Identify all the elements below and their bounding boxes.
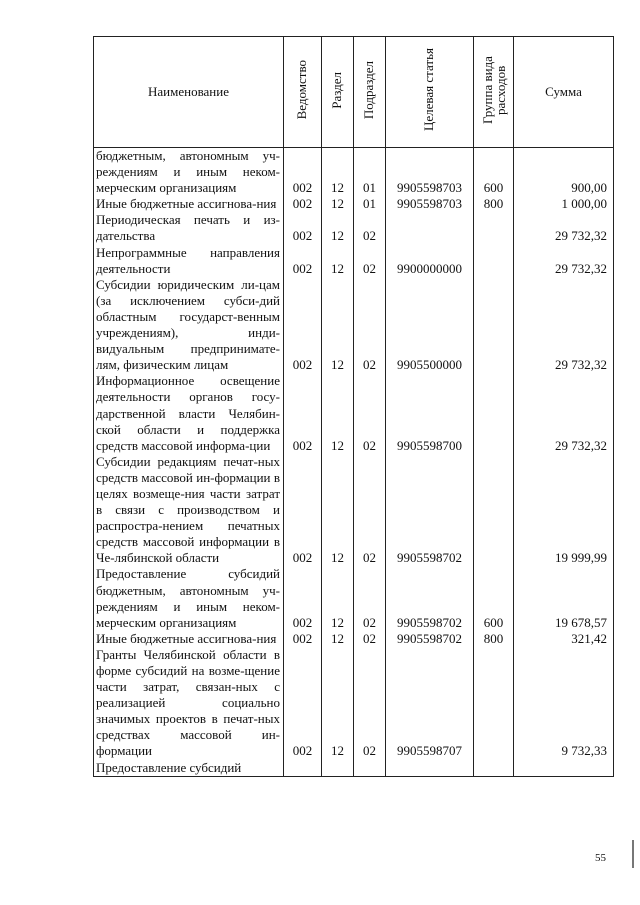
header-name: Наименование	[94, 37, 284, 148]
table-row	[94, 631, 614, 647]
row-target: 9905598700	[386, 373, 474, 453]
header-target: Целевая статья	[386, 37, 474, 148]
row-vedomstvo: 002	[284, 148, 322, 197]
row-name: Предоставление субсидий	[94, 760, 284, 777]
header-sum: Сумма	[514, 37, 614, 148]
row-group: 800	[474, 631, 514, 647]
row-target	[386, 760, 474, 777]
row-group	[474, 245, 514, 277]
header-group: Группа вида расходов	[474, 37, 514, 148]
row-sum: 19 678,57	[514, 566, 614, 630]
row-vedomstvo: 002	[284, 373, 322, 453]
row-razdel: 12	[322, 631, 354, 647]
table-row	[94, 373, 614, 453]
row-sum: 9 732,33	[514, 647, 614, 760]
row-razdel: 12	[322, 566, 354, 630]
row-podrazdel: 02	[354, 373, 386, 453]
row-sum: 900,00	[514, 148, 614, 197]
row-vedomstvo	[284, 760, 322, 777]
row-vedomstvo: 002	[284, 454, 322, 567]
row-podrazdel: 02	[354, 212, 386, 244]
table-row	[94, 245, 614, 277]
row-target: 9905598702	[386, 454, 474, 567]
row-name: Иные бюджетные ассигнова-ния	[94, 631, 284, 647]
header-vedomstvo: Ведомство	[284, 37, 322, 148]
row-name: Непрограммные направления деятельности	[94, 245, 284, 277]
row-target: 9905598703	[386, 148, 474, 197]
row-razdel: 12	[322, 245, 354, 277]
row-group: 600	[474, 566, 514, 630]
row-razdel: 12	[322, 454, 354, 567]
budget-table-container	[93, 36, 613, 777]
row-sum: 1 000,00	[514, 196, 614, 212]
row-name: Предоставление субсидий бюджетным, автономным уч-реждениям и иным неком-мерческим организациям	[94, 566, 284, 630]
row-podrazdel: 01	[354, 196, 386, 212]
row-razdel: 12	[322, 373, 354, 453]
page-number: 55	[595, 852, 606, 864]
row-sum: 29 732,32	[514, 212, 614, 244]
row-vedomstvo: 002	[284, 277, 322, 374]
header-razdel: Раздел	[322, 37, 354, 148]
row-sum: 29 732,32	[514, 277, 614, 374]
row-group	[474, 454, 514, 567]
row-group	[474, 212, 514, 244]
row-razdel: 12	[322, 647, 354, 760]
row-sum: 19 999,99	[514, 454, 614, 567]
row-vedomstvo: 002	[284, 631, 322, 647]
row-razdel: 12	[322, 196, 354, 212]
row-group	[474, 760, 514, 777]
row-razdel: 12	[322, 148, 354, 197]
row-name: бюджетным, автономным уч-реждениям и иным неком-мерческим организациям	[94, 148, 284, 197]
row-podrazdel: 02	[354, 454, 386, 567]
row-name: Периодическая печать и из-дательства	[94, 212, 284, 244]
budget-table	[93, 36, 614, 777]
table-row	[94, 212, 614, 244]
row-razdel	[322, 760, 354, 777]
row-sum	[514, 760, 614, 777]
row-podrazdel: 02	[354, 566, 386, 630]
row-vedomstvo: 002	[284, 212, 322, 244]
row-razdel: 12	[322, 277, 354, 374]
row-sum: 29 732,32	[514, 245, 614, 277]
row-target: 9900000000	[386, 245, 474, 277]
row-group: 800	[474, 196, 514, 212]
row-target: 9905598702	[386, 631, 474, 647]
table-header-row	[94, 37, 614, 148]
row-sum: 29 732,32	[514, 373, 614, 453]
header-podrazdel: Подраздел	[354, 37, 386, 148]
row-target	[386, 212, 474, 244]
row-group	[474, 647, 514, 760]
row-name: Иные бюджетные ассигнова-ния	[94, 196, 284, 212]
row-sum: 321,42	[514, 631, 614, 647]
table-row	[94, 277, 614, 374]
row-group	[474, 277, 514, 374]
scan-edge-mark	[632, 840, 634, 868]
row-razdel: 12	[322, 212, 354, 244]
row-target: 9905598703	[386, 196, 474, 212]
table-row	[94, 454, 614, 567]
table-row	[94, 760, 614, 777]
row-podrazdel: 02	[354, 631, 386, 647]
row-name: Гранты Челябинской области в форме субсидий на возме-щение части затрат, связан-ных с реализацией социально значимых проектов в печат-ных средствах массовой ин-формации	[94, 647, 284, 760]
table-body	[94, 148, 614, 777]
table-row	[94, 148, 614, 197]
row-name: Субсидии редакциям печат-ных средств массовой ин-формации в целях возмеще-ния части затрат в связи с производством и распростра-нением печатных средств массовой информации в Че-лябинской области	[94, 454, 284, 567]
row-vedomstvo: 002	[284, 245, 322, 277]
row-name: Субсидии юридическим ли-цам (за исключением субси-дий областным государст-венным учреждениям), инди-видуальным предпринимате-лям, физическим лицам	[94, 277, 284, 374]
row-podrazdel	[354, 760, 386, 777]
row-podrazdel: 02	[354, 277, 386, 374]
row-vedomstvo: 002	[284, 647, 322, 760]
table-row	[94, 566, 614, 630]
row-vedomstvo: 002	[284, 196, 322, 212]
table-row	[94, 196, 614, 212]
row-podrazdel: 01	[354, 148, 386, 197]
row-target: 9905598707	[386, 647, 474, 760]
row-target: 9905500000	[386, 277, 474, 374]
row-target: 9905598702	[386, 566, 474, 630]
row-group	[474, 373, 514, 453]
table-row	[94, 647, 614, 760]
row-group: 600	[474, 148, 514, 197]
row-podrazdel: 02	[354, 647, 386, 760]
row-podrazdel: 02	[354, 245, 386, 277]
row-name: Информационное освещение деятельности органов госу-дарственной власти Челябин-ской области и поддержка средств массовой информа-ции	[94, 373, 284, 453]
row-vedomstvo: 002	[284, 566, 322, 630]
